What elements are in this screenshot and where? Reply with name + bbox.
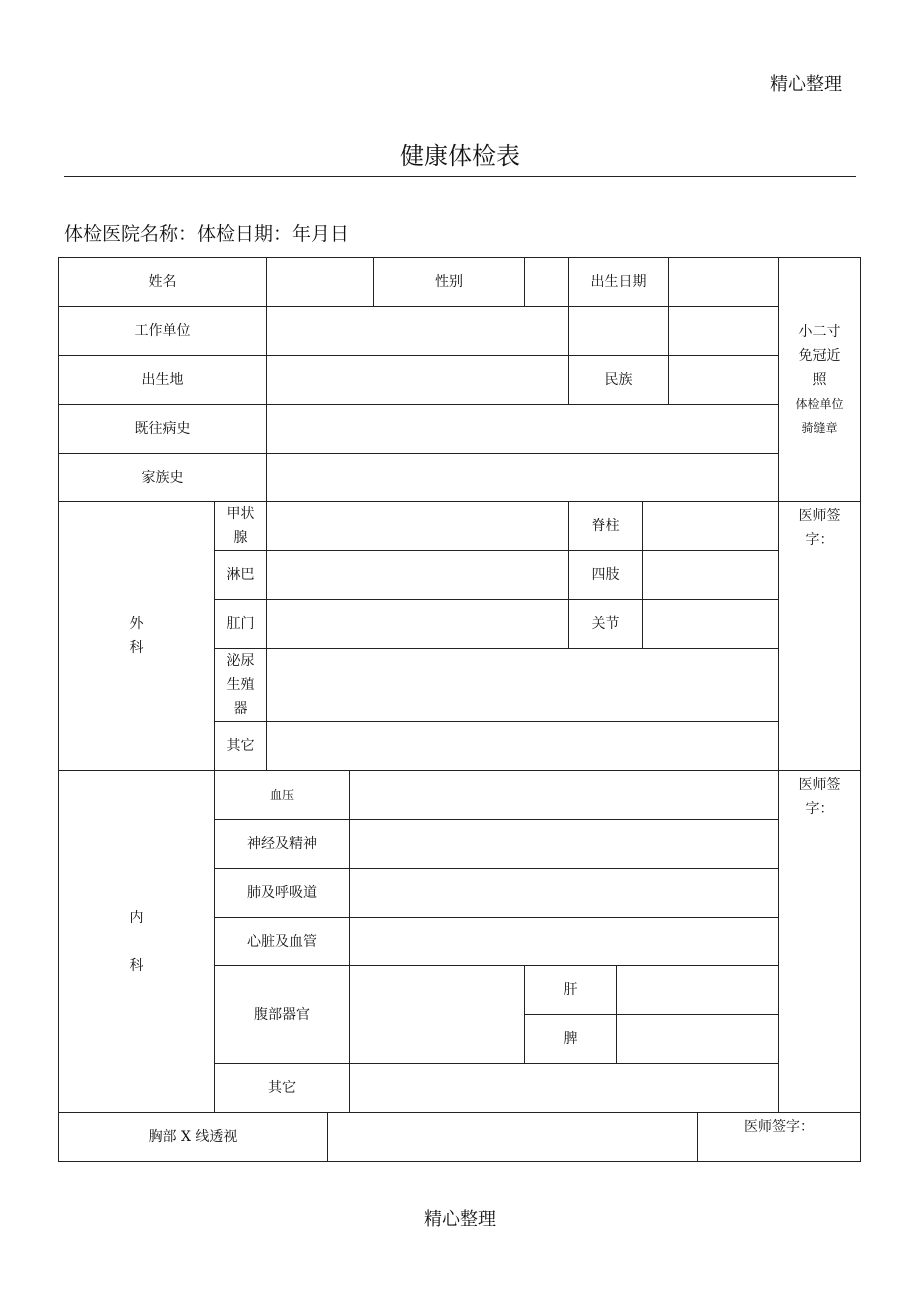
label-lymph bbox=[214, 550, 267, 600]
photo-box bbox=[778, 257, 861, 502]
field-anus[interactable] bbox=[266, 599, 569, 649]
label-employer bbox=[58, 306, 267, 356]
field-lung[interactable] bbox=[349, 868, 779, 918]
label-ethnicity bbox=[568, 355, 669, 405]
surgery-section-label bbox=[58, 501, 215, 771]
label-employer-text: 工作单位 bbox=[134, 323, 191, 339]
label-urogenital bbox=[214, 648, 267, 722]
label-family-history bbox=[58, 453, 267, 502]
label-name-text: 姓名 bbox=[148, 274, 177, 290]
field-gender[interactable] bbox=[524, 257, 569, 307]
surgery-doctor-sign-text: 医师签 字： bbox=[798, 508, 841, 548]
label-liver bbox=[524, 965, 617, 1015]
surgery-section-label-text: 外 科 bbox=[129, 616, 144, 656]
field-surgery-other[interactable] bbox=[266, 721, 779, 771]
label-heart bbox=[214, 917, 350, 966]
label-spine bbox=[568, 501, 643, 551]
field-ethnicity[interactable] bbox=[668, 355, 779, 405]
label-limbs-text: 四肢 bbox=[591, 567, 620, 583]
field-limbs[interactable] bbox=[642, 550, 779, 600]
field-blank[interactable] bbox=[668, 306, 779, 356]
label-thyroid bbox=[214, 501, 267, 551]
label-internal-other bbox=[214, 1063, 350, 1113]
internal-section-label-text: 内 科 bbox=[129, 909, 144, 974]
internal-doctor-sign-text: 医师签 字： bbox=[798, 777, 841, 817]
label-urogenital-text: 泌尿 生殖 器 bbox=[226, 653, 255, 717]
field-spine[interactable] bbox=[642, 501, 779, 551]
field-employer[interactable] bbox=[266, 306, 569, 356]
photo-note-3: 照 bbox=[812, 371, 827, 388]
field-family-history[interactable] bbox=[266, 453, 779, 502]
label-anus bbox=[214, 599, 267, 649]
header-note: 精心整理 bbox=[770, 74, 842, 95]
label-xray-text: 胸部 X 线透视 bbox=[148, 1129, 238, 1145]
label-spine-text: 脊柱 bbox=[591, 518, 620, 534]
label-spleen-text: 脾 bbox=[563, 1031, 578, 1047]
field-blank[interactable] bbox=[568, 306, 669, 356]
label-ethnicity-text: 民族 bbox=[604, 372, 633, 388]
photo-note-4: 体检单位 bbox=[795, 396, 844, 411]
label-neuro-text: 神经及精神 bbox=[247, 836, 317, 852]
internal-section-label bbox=[58, 770, 215, 1113]
photo-note-5: 骑缝章 bbox=[801, 420, 838, 435]
label-past-history-text: 既往病史 bbox=[134, 421, 191, 437]
label-heart-text: 心脏及血管 bbox=[247, 933, 317, 950]
label-limbs bbox=[568, 550, 643, 600]
label-lung bbox=[214, 868, 350, 918]
label-past-history bbox=[58, 404, 267, 454]
internal-doctor-sign bbox=[778, 770, 861, 1113]
label-name bbox=[58, 257, 267, 307]
label-family-history-text: 家族史 bbox=[141, 469, 184, 486]
field-urogenital[interactable] bbox=[266, 648, 779, 722]
label-joints-text: 关节 bbox=[591, 616, 620, 632]
field-xray[interactable] bbox=[327, 1112, 698, 1162]
field-joints[interactable] bbox=[642, 599, 779, 649]
label-birthplace bbox=[58, 355, 267, 405]
label-surgery-other-text: 其它 bbox=[226, 738, 255, 754]
field-name[interactable] bbox=[266, 257, 374, 307]
label-abdomen bbox=[214, 965, 350, 1064]
field-lymph[interactable] bbox=[266, 550, 569, 600]
field-birth-date[interactable] bbox=[668, 257, 779, 307]
label-abdomen-text: 腹部器官 bbox=[254, 1006, 310, 1023]
xray-doctor-sign-text: 医师签字： bbox=[744, 1119, 814, 1135]
field-abdomen[interactable] bbox=[349, 965, 525, 1064]
field-birthplace[interactable] bbox=[266, 355, 569, 405]
label-surgery-other bbox=[214, 721, 267, 771]
field-internal-other[interactable] bbox=[349, 1063, 779, 1113]
field-liver[interactable] bbox=[616, 965, 779, 1015]
field-spleen[interactable] bbox=[616, 1014, 779, 1064]
field-past-history[interactable] bbox=[266, 404, 779, 454]
label-internal-other-text: 其它 bbox=[268, 1080, 296, 1096]
label-birthplace-text: 出生地 bbox=[141, 372, 184, 388]
label-gender-text: 性别 bbox=[435, 274, 463, 290]
field-neuro[interactable] bbox=[349, 819, 779, 869]
photo-note-1: 小二寸 bbox=[798, 323, 841, 340]
label-birth-date bbox=[568, 257, 669, 307]
label-gender bbox=[373, 257, 525, 307]
label-joints bbox=[568, 599, 643, 649]
footer-note: 精心整理 bbox=[424, 1209, 496, 1230]
field-blood-pressure[interactable] bbox=[349, 770, 779, 820]
info-line: 体检医院名称：体检日期：年月日 bbox=[64, 223, 350, 245]
label-blood-pressure bbox=[214, 770, 350, 820]
label-spleen bbox=[524, 1014, 617, 1064]
field-thyroid[interactable] bbox=[266, 501, 569, 551]
label-neuro bbox=[214, 819, 350, 869]
photo-note-2: 免冠近 bbox=[798, 347, 841, 364]
label-birth-date-text: 出生日期 bbox=[590, 274, 647, 290]
field-heart[interactable] bbox=[349, 917, 779, 966]
label-anus-text: 肛门 bbox=[226, 616, 255, 632]
label-blood-pressure-text: 血压 bbox=[269, 788, 294, 802]
page-title: 健康体检表 bbox=[400, 142, 520, 170]
label-liver-text: 肝 bbox=[563, 982, 578, 998]
label-lung-text: 肺及呼吸道 bbox=[247, 885, 317, 901]
surgery-doctor-sign bbox=[778, 501, 861, 771]
xray-doctor-sign bbox=[697, 1112, 861, 1162]
label-xray bbox=[58, 1112, 328, 1162]
title-divider bbox=[64, 176, 856, 177]
label-lymph-text: 淋巴 bbox=[226, 567, 255, 583]
label-thyroid-text: 甲状 腺 bbox=[226, 506, 255, 546]
